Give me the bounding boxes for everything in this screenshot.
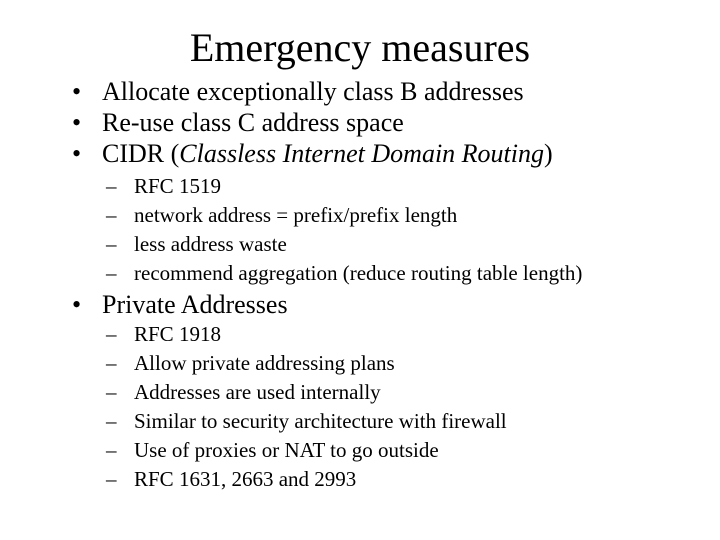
slide-title: Emergency measures	[189, 25, 531, 70]
sub-text: Allow private addressing plans	[134, 351, 395, 375]
bullet-glyph: •	[72, 290, 82, 319]
dash-glyph: –	[106, 438, 117, 462]
dash-glyph: –	[106, 174, 117, 198]
sub-item	[106, 172, 582, 201]
cidr-prefix: CIDR (	[102, 139, 180, 168]
sub-text: Similar to security architecture with firewall	[134, 409, 507, 433]
sub-item	[106, 259, 582, 288]
sub-item	[106, 407, 507, 436]
sub-text: Addresses are used internally	[134, 380, 381, 404]
sub-item	[106, 436, 507, 465]
dash-glyph: –	[106, 261, 117, 285]
bullet-item-private	[72, 289, 288, 320]
sub-text: recommend aggregation (reduce routing table length)	[134, 261, 583, 285]
sub-item	[106, 378, 507, 407]
sub-text: RFC 1918	[134, 322, 221, 346]
sub-item	[106, 201, 582, 230]
bullet-text: Private Addresses	[102, 290, 288, 319]
sub-text: Use of proxies or NAT to go outside	[134, 438, 439, 462]
dash-glyph: –	[106, 322, 117, 346]
sub-text: network address = prefix/prefix length	[134, 203, 458, 227]
bullet-item	[72, 107, 553, 138]
dash-glyph: –	[106, 380, 117, 404]
sub-text: RFC 1631, 2663 and 2993	[134, 467, 357, 491]
dash-glyph: –	[106, 409, 117, 433]
sub-item	[106, 230, 582, 259]
sub-item	[106, 320, 507, 349]
dash-glyph: –	[106, 467, 117, 491]
bullet-text: Allocate exceptionally class B addresses	[102, 77, 524, 106]
bullet-glyph: •	[72, 108, 82, 137]
dash-glyph: –	[106, 351, 117, 375]
dash-glyph: –	[106, 203, 117, 227]
bullet-glyph: •	[72, 139, 82, 168]
cidr-sub-list	[106, 172, 582, 288]
dash-glyph: –	[106, 232, 117, 256]
main-bullet-list	[72, 76, 553, 169]
cidr-italic: Classless Internet Domain Routing	[179, 139, 544, 168]
sub-text: less address waste	[134, 232, 287, 256]
bullet-item	[72, 76, 553, 107]
bullet-item-cidr	[72, 138, 553, 169]
private-sub-list	[106, 320, 507, 494]
sub-text: RFC 1519	[134, 174, 221, 198]
private-bullet-list	[72, 289, 288, 320]
sub-item	[106, 465, 507, 494]
sub-item	[106, 349, 507, 378]
cidr-suffix: )	[544, 139, 553, 168]
bullet-text: Re-use class C address space	[102, 108, 404, 137]
bullet-glyph: •	[72, 77, 82, 106]
